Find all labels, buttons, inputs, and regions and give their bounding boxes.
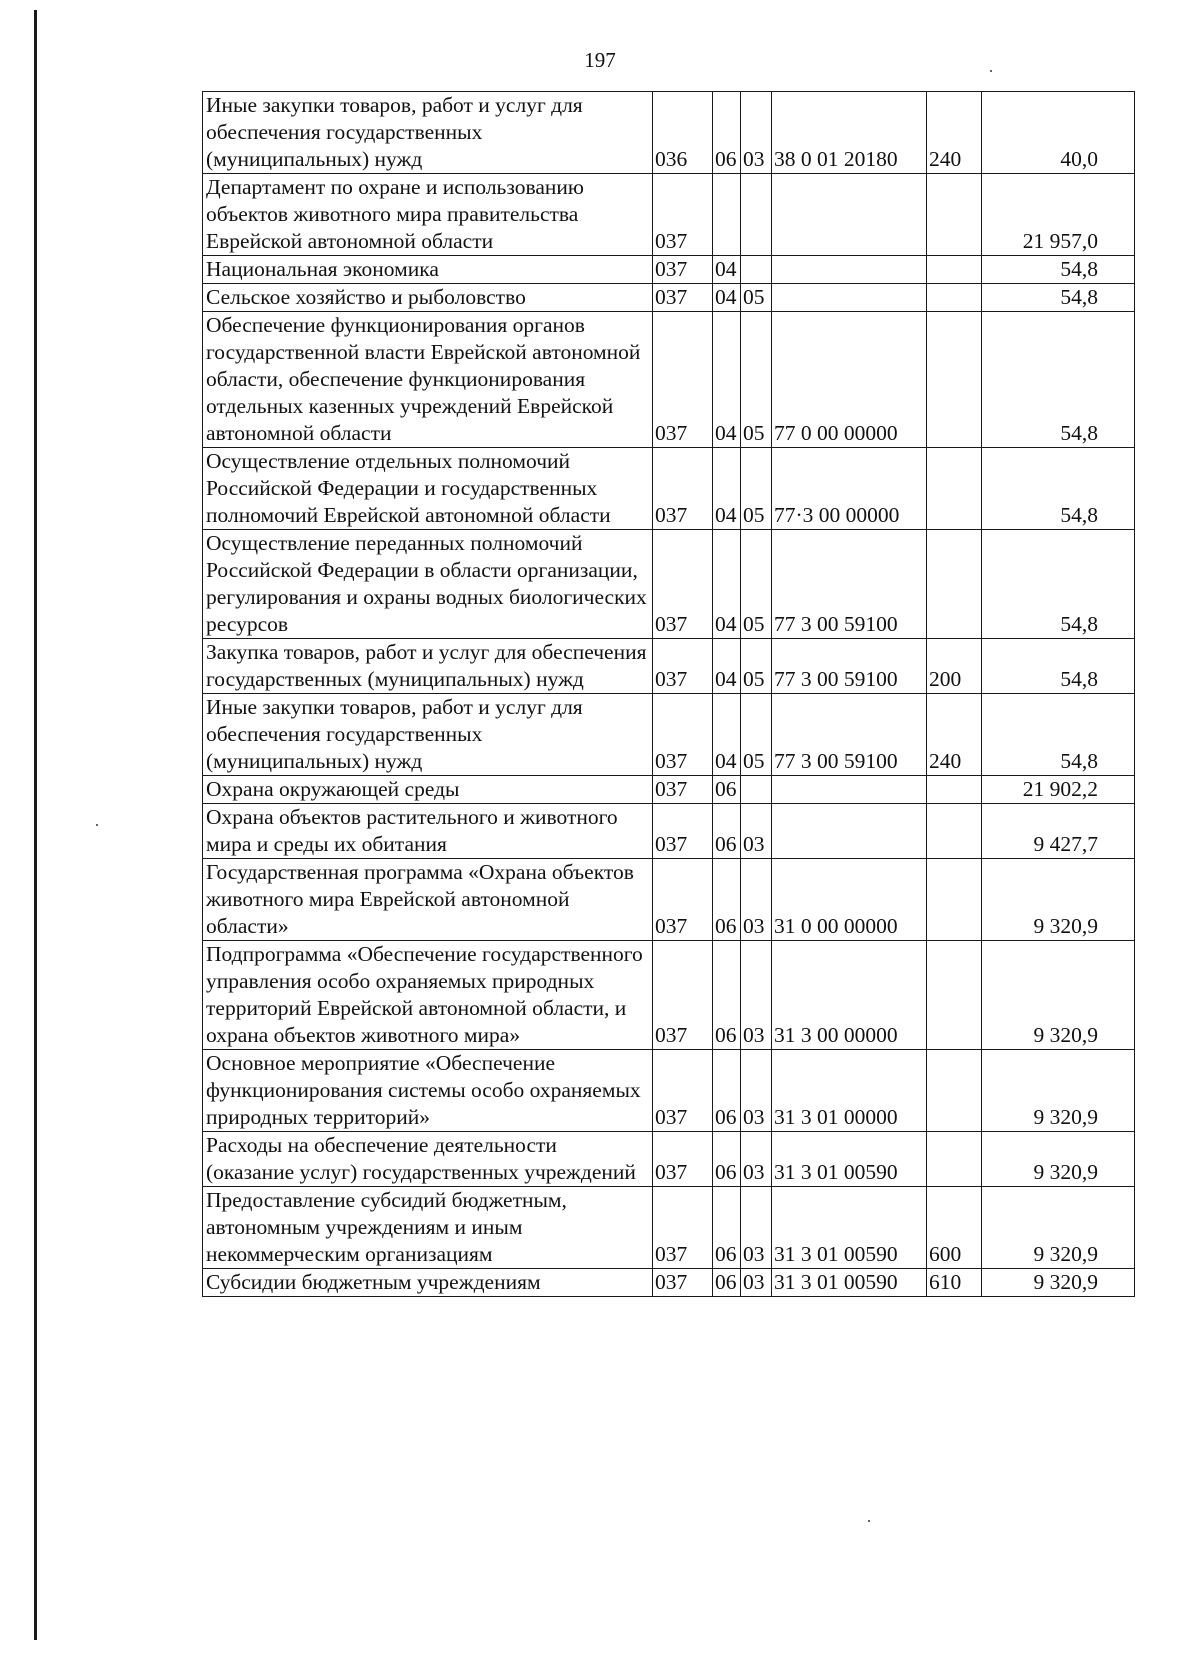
ministry-code-cell: 037 — [653, 859, 713, 941]
amount-cell: 9 320,9 — [982, 941, 1135, 1050]
section-code-cell: 04 — [713, 312, 741, 448]
ministry-code-cell: 037 — [653, 1269, 713, 1297]
subsection-code-cell: 03 — [741, 941, 772, 1050]
amount-cell: 9 320,9 — [982, 859, 1135, 941]
section-code-cell: 04 — [713, 639, 741, 694]
target-article-cell: 77 3 00 59100 — [772, 639, 927, 694]
expense-name-cell: Охрана окружающей среды — [203, 776, 653, 804]
expense-name-cell: Подпрограмма «Обеспечение государственного управления особо охраняемых природных территорий Еврейской автономной области, и охрана объектов животного мира» — [203, 941, 653, 1050]
ministry-code-cell: 037 — [653, 776, 713, 804]
expense-type-cell: 200 — [927, 639, 982, 694]
target-article-cell: 31 0 00 00000 — [772, 859, 927, 941]
expense-name-cell: Основное мероприятие «Обеспечение функционирования системы особо охраняемых природных территорий» — [203, 1050, 653, 1132]
amount-cell: 54,8 — [982, 530, 1135, 639]
expense-type-cell — [927, 448, 982, 530]
section-code-cell: 06 — [713, 1187, 741, 1269]
amount-cell: 54,8 — [982, 312, 1135, 448]
expense-type-cell — [927, 1050, 982, 1132]
expense-type-cell — [927, 804, 982, 859]
amount-cell: 54,8 — [982, 256, 1135, 284]
target-article-cell: 31 3 01 00590 — [772, 1132, 927, 1187]
left-margin-rule — [34, 10, 37, 1640]
table-row — [203, 639, 1135, 694]
expense-type-cell — [927, 256, 982, 284]
ministry-code-cell: 037 — [653, 1187, 713, 1269]
subsection-code-cell: 03 — [741, 1269, 772, 1297]
expense-name-cell: Предоставление субсидий бюджетным, автономным учреждениям и иным некоммерческим организациям — [203, 1187, 653, 1269]
expense-name-cell: Департамент по охране и использованию объектов животного мира правительства Еврейской автономной области — [203, 174, 653, 256]
expense-type-cell — [927, 776, 982, 804]
expense-type-cell: 240 — [927, 92, 982, 174]
expense-name-cell: Национальная экономика — [203, 256, 653, 284]
subsection-code-cell: 03 — [741, 1132, 772, 1187]
target-article-cell — [772, 174, 927, 256]
ministry-code-cell: 037 — [653, 530, 713, 639]
amount-cell: 9 320,9 — [982, 1132, 1135, 1187]
ministry-code-cell: 037 — [653, 941, 713, 1050]
subsection-code-cell — [741, 174, 772, 256]
amount-cell: 54,8 — [982, 694, 1135, 776]
expense-name-cell: Расходы на обеспечение деятельности (оказание услуг) государственных учреждений — [203, 1132, 653, 1187]
table-row — [203, 256, 1135, 284]
table-row — [203, 174, 1135, 256]
table-row — [203, 1269, 1135, 1297]
ministry-code-cell: 037 — [653, 284, 713, 312]
subsection-code-cell: 03 — [741, 859, 772, 941]
ministry-code-cell: 037 — [653, 174, 713, 256]
subsection-code-cell: 03 — [741, 804, 772, 859]
expense-name-cell: Осуществление отдельных полномочий Российской Федерации и государственных полномочий Еврейской автономной области — [203, 448, 653, 530]
section-code-cell: 04 — [713, 284, 741, 312]
subsection-code-cell: 03 — [741, 92, 772, 174]
section-code-cell: 06 — [713, 776, 741, 804]
section-code-cell: 04 — [713, 256, 741, 284]
amount-cell: 9 320,9 — [982, 1269, 1135, 1297]
expense-type-cell: 240 — [927, 694, 982, 776]
section-code-cell: 06 — [713, 1050, 741, 1132]
expense-name-cell: Обеспечение функционирования органов государственной власти Еврейской автономной области, обеспечение функционирования отдельных казенных учреждений Еврейской автономной области — [203, 312, 653, 448]
amount-cell: 9 320,9 — [982, 1187, 1135, 1269]
table-row — [203, 1132, 1135, 1187]
scan-speck — [868, 1520, 870, 1522]
ministry-code-cell: 037 — [653, 804, 713, 859]
section-code-cell: 06 — [713, 92, 741, 174]
subsection-code-cell — [741, 256, 772, 284]
scan-speck — [96, 824, 98, 826]
ministry-code-cell: 037 — [653, 1050, 713, 1132]
section-code-cell: 06 — [713, 1269, 741, 1297]
ministry-code-cell: 037 — [653, 639, 713, 694]
ministry-code-cell: 037 — [653, 694, 713, 776]
expense-type-cell — [927, 941, 982, 1050]
subsection-code-cell: 05 — [741, 312, 772, 448]
target-article-cell: 31 3 01 00000 — [772, 1050, 927, 1132]
expense-type-cell — [927, 174, 982, 256]
section-code-cell: 04 — [713, 448, 741, 530]
budget-table-body — [203, 92, 1135, 1297]
section-code-cell — [713, 174, 741, 256]
page-number: 197 — [584, 48, 616, 72]
expense-type-cell: 610 — [927, 1269, 982, 1297]
ministry-code-cell: 037 — [653, 256, 713, 284]
amount-cell: 54,8 — [982, 639, 1135, 694]
target-article-cell: 31 3 01 00590 — [772, 1269, 927, 1297]
amount-cell: 9 427,7 — [982, 804, 1135, 859]
expense-name-cell: Субсидии бюджетным учреждениям — [203, 1269, 653, 1297]
subsection-code-cell: 03 — [741, 1050, 772, 1132]
target-article-cell — [772, 804, 927, 859]
table-row — [203, 694, 1135, 776]
expense-type-cell: 600 — [927, 1187, 982, 1269]
section-code-cell: 04 — [713, 530, 741, 639]
target-article-cell: 77 0 00 00000 — [772, 312, 927, 448]
target-article-cell — [772, 776, 927, 804]
target-article-cell — [772, 256, 927, 284]
table-row — [203, 284, 1135, 312]
table-row — [203, 530, 1135, 639]
subsection-code-cell — [741, 776, 772, 804]
table-row — [203, 92, 1135, 174]
scan-speck — [990, 70, 992, 72]
target-article-cell: 77 3 00 59100 — [772, 694, 927, 776]
section-code-cell: 06 — [713, 941, 741, 1050]
target-article-cell: 31 3 01 00590 — [772, 1187, 927, 1269]
expense-name-cell: Охрана объектов растительного и животного мира и среды их обитания — [203, 804, 653, 859]
ministry-code-cell: 037 — [653, 1132, 713, 1187]
expense-type-cell — [927, 312, 982, 448]
amount-cell: 40,0 — [982, 92, 1135, 174]
table-row — [203, 776, 1135, 804]
section-code-cell: 06 — [713, 1132, 741, 1187]
expense-type-cell — [927, 1132, 982, 1187]
budget-table — [202, 91, 1135, 1297]
target-article-cell: 38 0 01 20180 — [772, 92, 927, 174]
table-row — [203, 448, 1135, 530]
ministry-code-cell: 037 — [653, 312, 713, 448]
table-row — [203, 804, 1135, 859]
expense-name-cell: Осуществление переданных полномочий Российской Федерации в области организации, регулирования и охраны водных биологических ресурсов — [203, 530, 653, 639]
section-code-cell: 06 — [713, 859, 741, 941]
expense-type-cell — [927, 284, 982, 312]
table-row — [203, 941, 1135, 1050]
table-row — [203, 1050, 1135, 1132]
table-row — [203, 312, 1135, 448]
amount-cell: 54,8 — [982, 284, 1135, 312]
target-article-cell: 77 3 00 59100 — [772, 530, 927, 639]
amount-cell: 54,8 — [982, 448, 1135, 530]
ministry-code-cell: 036 — [653, 92, 713, 174]
subsection-code-cell: 05 — [741, 639, 772, 694]
expense-name-cell: Иные закупки товаров, работ и услуг для обеспечения государственных (муниципальных) нужд — [203, 694, 653, 776]
section-code-cell: 06 — [713, 804, 741, 859]
target-article-cell: 77·3 00 00000 — [772, 448, 927, 530]
subsection-code-cell: 05 — [741, 530, 772, 639]
expense-name-cell: Сельское хозяйство и рыболовство — [203, 284, 653, 312]
subsection-code-cell: 05 — [741, 694, 772, 776]
amount-cell: 21 957,0 — [982, 174, 1135, 256]
expense-name-cell: Иные закупки товаров, работ и услуг для обеспечения государственных (муниципальных) нужд — [203, 92, 653, 174]
target-article-cell: 31 3 00 00000 — [772, 941, 927, 1050]
subsection-code-cell: 05 — [741, 284, 772, 312]
expense-type-cell — [927, 530, 982, 639]
amount-cell: 9 320,9 — [982, 1050, 1135, 1132]
subsection-code-cell: 03 — [741, 1187, 772, 1269]
ministry-code-cell: 037 — [653, 448, 713, 530]
expense-name-cell: Государственная программа «Охрана объектов животного мира Еврейской автономной области» — [203, 859, 653, 941]
amount-cell: 21 902,2 — [982, 776, 1135, 804]
expense-type-cell — [927, 859, 982, 941]
subsection-code-cell: 05 — [741, 448, 772, 530]
table-row — [203, 859, 1135, 941]
table-row — [203, 1187, 1135, 1269]
section-code-cell: 04 — [713, 694, 741, 776]
target-article-cell — [772, 284, 927, 312]
expense-name-cell: Закупка товаров, работ и услуг для обеспечения государственных (муниципальных) нужд — [203, 639, 653, 694]
